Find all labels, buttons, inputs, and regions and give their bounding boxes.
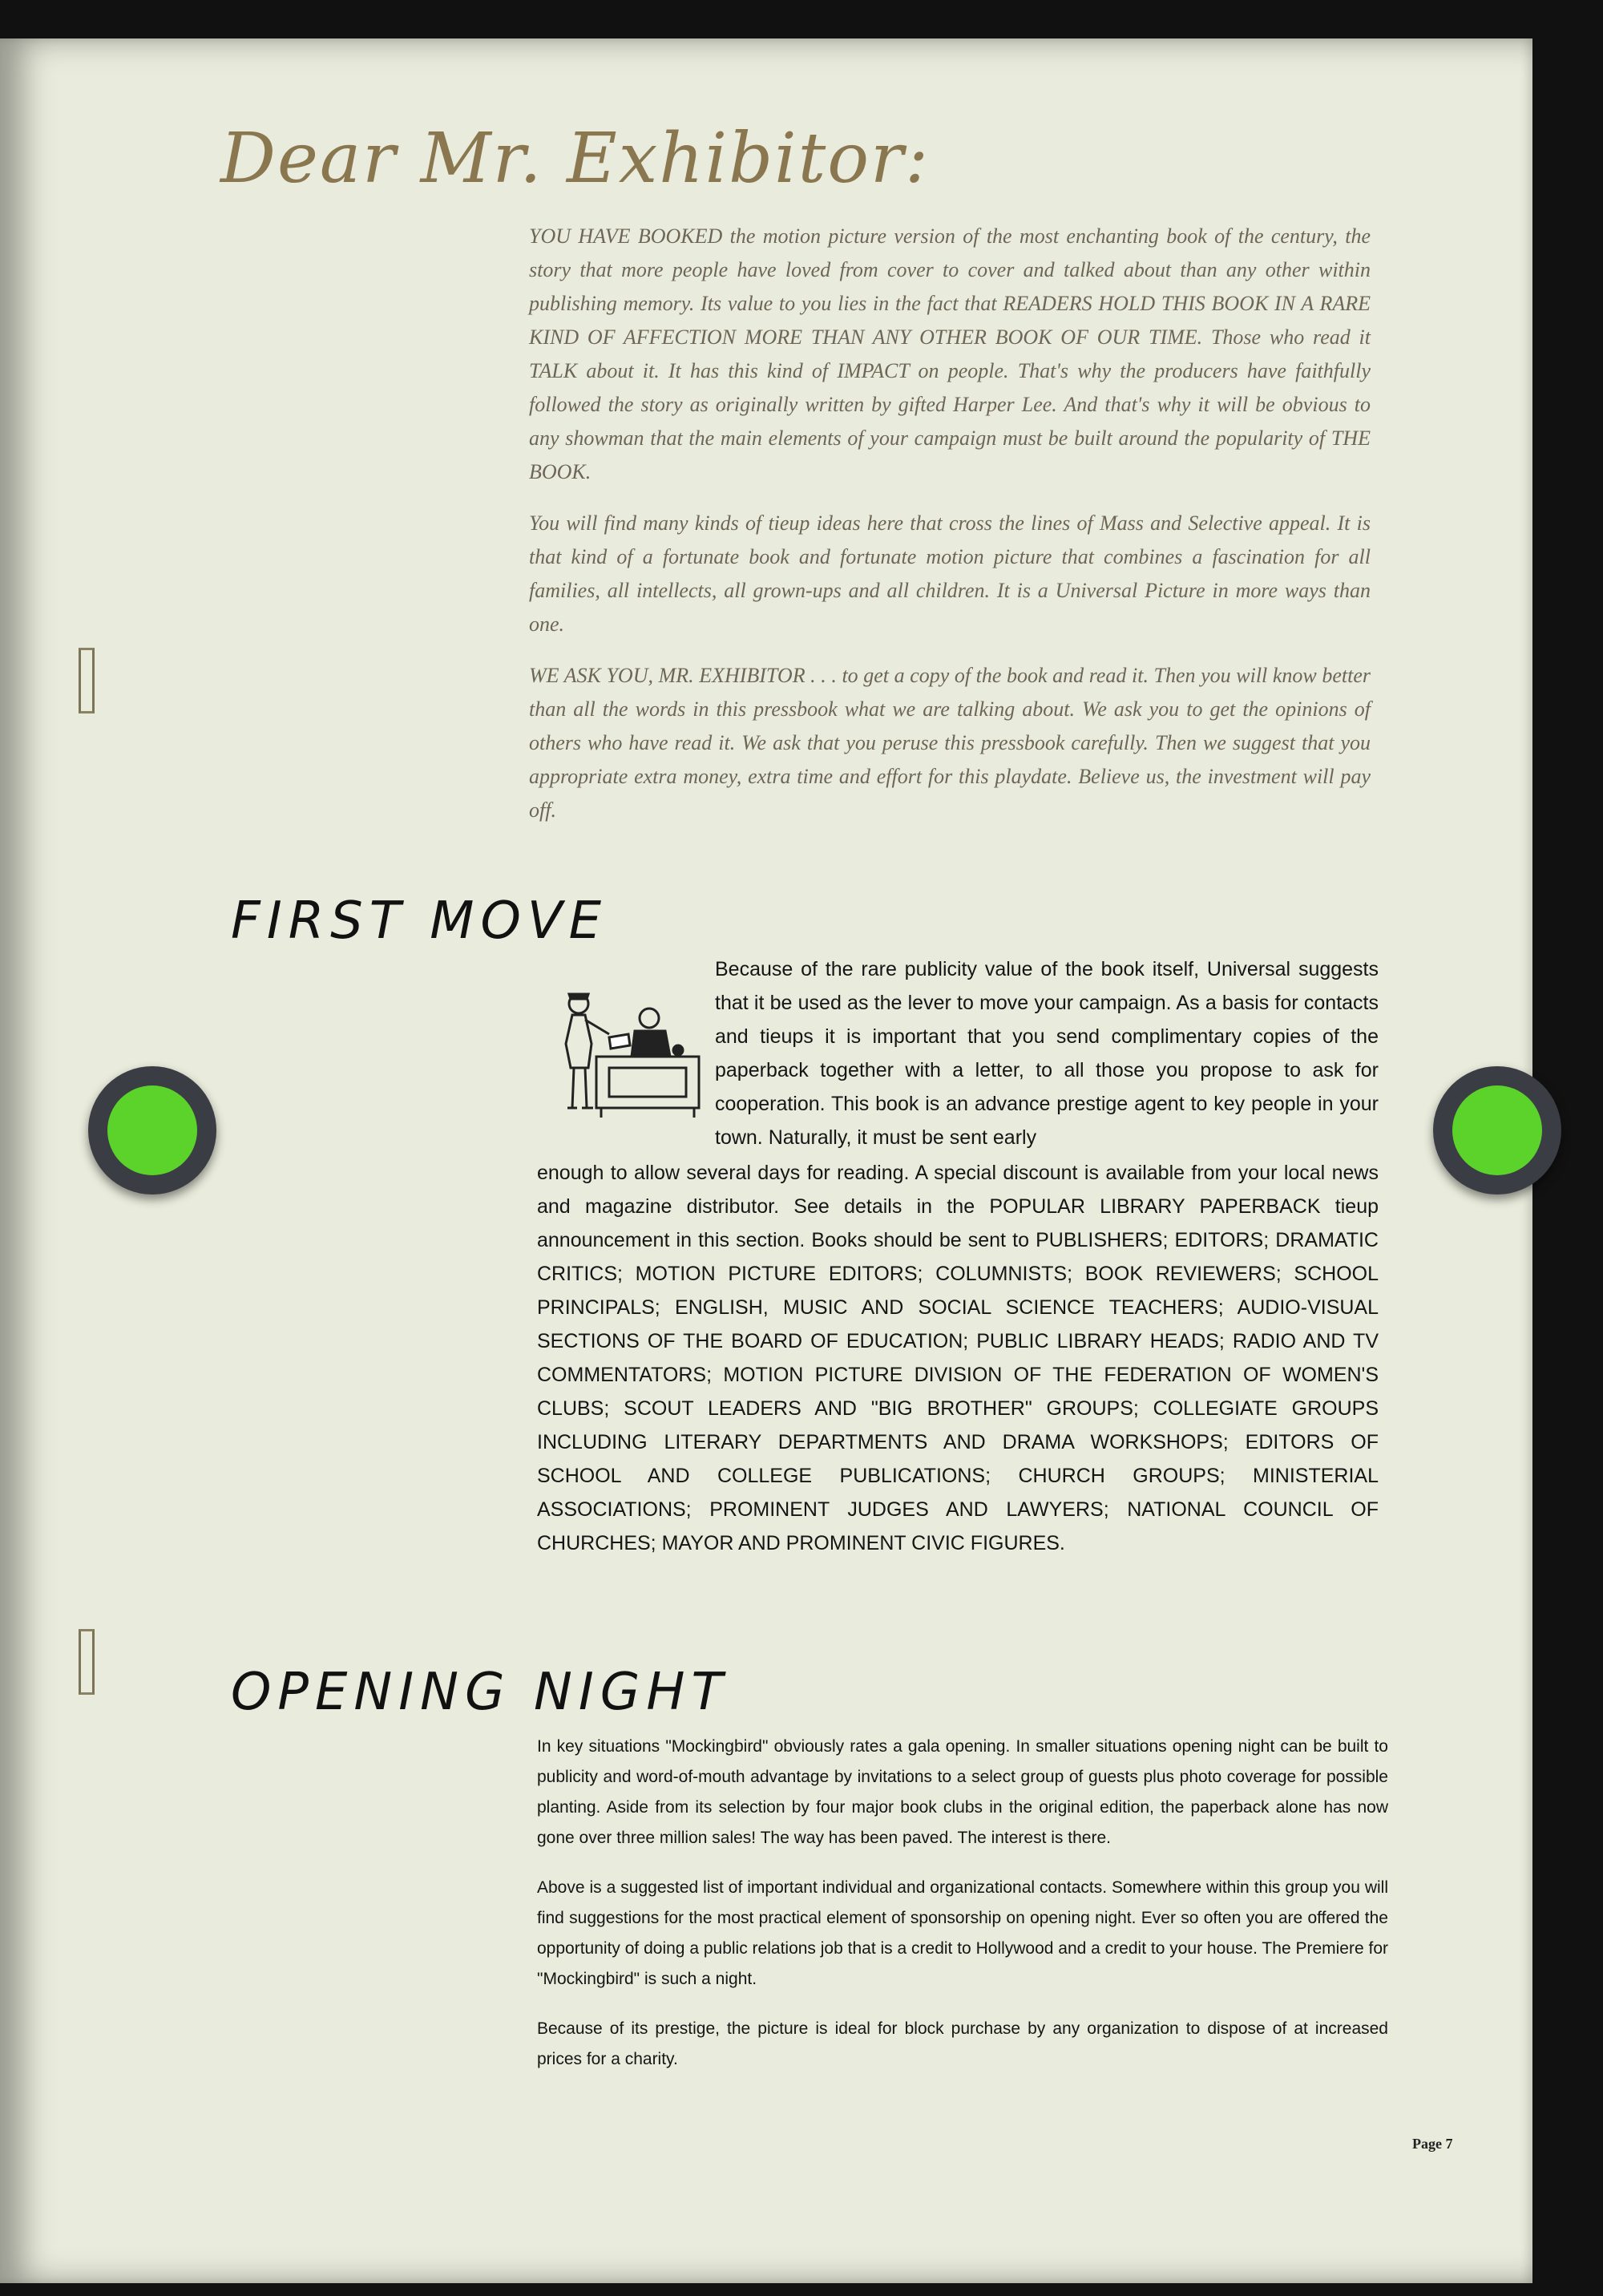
intro-paragraph: WE ASK YOU, MR. EXHIBITOR . . . to get a copy of the book and read it. Then you will know better than all the words in this pressbook what we are talking about. We ask you to get the opinions of others who have read it. We ask that you peruse this pressbook carefully. Then we suggest that you appropriate extra money, extra time and effort for this playdate. Believe us, the investment will pay off. (529, 664, 1371, 822)
staple-top (79, 648, 95, 713)
page-number: Page 7 (1412, 2136, 1453, 2152)
opening-night-paragraph: Above is a suggested list of important individual and organizational contacts. Somewhere within this group you will find suggestions for the most practical element of sponsorship on opening night. Ever so often you are offered the opportunity of doing a public relations job that is a credit to Hollywood and a credit to your house. The Premiere for "Mockingbird" is such a night. (537, 1878, 1388, 1988)
opening-night-title: OPENING NIGHT (231, 1663, 729, 1722)
staple-bottom (79, 1629, 95, 1695)
first-move-text-continued: enough to allow several days for reading. A special discount is available from your local news and magazine distributor. See details in the POPULAR LIBRARY PAPERBACK tieup announcement in this section. Books should be sent to PUBLISHERS; EDITORS; DRAMATIC CRITICS; MOTION PICTURE EDITORS; COLUMNISTS; BOOK REVIEWERS; SCHOOL PRINCIPALS; ENGLISH, MUSIC AND SOCIAL SCIENCE TEACHERS; AUDIO-VISUAL SECTIONS OF THE BOARD OF EDUCATION; PUBLIC LIBRARY HEADS; RADIO AND TV COMMENTATORS; MOTION PICTURE DIVISION OF THE FEDERATION OF WOMEN'S CLUBS; SCOUT LEADERS AND "BIG BROTHER" GROUPS; COLLEGIATE GROUPS INCLUDING LITERARY DEPARTMENTS AND DRAMA WORKSHOPS; EDITORS OF SCHOOL AND COLLEGE PUBLICATIONS; CHURCH GROUPS; MINISTERIAL ASSOCIATIONS; PROMINENT JUDGES AND LAWYERS; NATIONAL COUNCIL OF CHURCHES; MAYOR AND PROMINENT CIVIC FIGURES. (537, 1162, 1379, 1554)
first-move-text-top: Because of the rare publicity value of the book itself, Universal suggests that it be used as the lever to move your campaign. As a basis for contacts and tieups it is important that you send complimentary copies of the paperback together with a letter, to all those you propose to ask for cooperation. This book is an advance prestige agent to key people in your town. Naturally, it must be sent early (715, 958, 1379, 1149)
intro-paragraph: You will find many kinds of tieup ideas here that cross the lines of Mass and Selective appeal. It is that kind of a fortunate book and fortunate motion picture that combines a fascination for all families, all intellects, all grown-ups and all children. It is a Universal Picture in more ways than one. (529, 511, 1371, 636)
first-move-title: FIRST MOVE (231, 891, 608, 951)
greeting-heading: Dear Mr. Exhibitor: (220, 119, 931, 199)
opening-night-text (537, 1732, 1388, 2094)
intro-text (529, 220, 1371, 845)
green-dot-right (1452, 1085, 1542, 1175)
binder-hole-right (1433, 1066, 1561, 1194)
opening-night-paragraph: Because of its prestige, the picture is ideal for block purchase by any organization to dispose of at increased prices for a charity. (537, 2019, 1388, 2068)
desk-illustration-icon (529, 988, 705, 1132)
intro-paragraph: YOU HAVE BOOKED the motion picture version of the most enchanting book of the century, the story that more people have loved from cover to cover and talked about than any other within publishing memory. Its value to you lies in the fact that READERS HOLD THIS BOOK IN A RARE KIND OF AFFECTION MORE THAN ANY OTHER BOOK OF OUR TIME. Those who read it TALK about it. It has this kind of IMPACT on people. That's why the producers have faithfully followed the story as originally written by gifted Harper Lee. And that's why it will be obvious to any showman that the main elements of your campaign must be built around the popularity of THE BOOK. (529, 224, 1371, 483)
opening-night-paragraph: In key situations "Mockingbird" obviously rates a gala opening. In smaller situations opening night can be built to publicity and word-of-mouth advantage by invitations to a select group of guests plus photo coverage for possible planting. Aside from its selection by four major book clubs in the original edition, the paperback alone has now gone over three million sales! The way has been paved. The interest is there. (537, 1737, 1388, 1847)
green-dot-left (107, 1085, 197, 1175)
binder-hole-left (88, 1066, 216, 1194)
